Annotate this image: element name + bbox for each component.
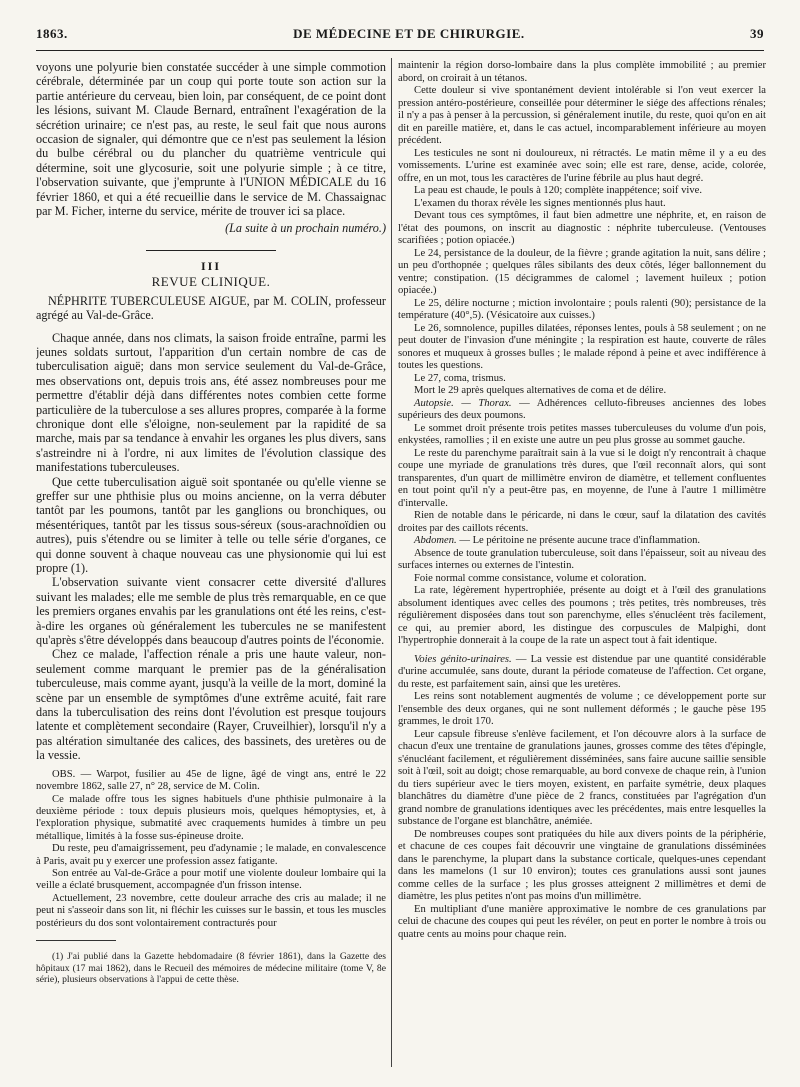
body-paragraph: Le 24, persistance de la douleur, de la fièvre ; grande agitation la nuit, sans délire ; un peu d'orthopnée ; quelques râles sibilants des deux côtés, léger ballonnement du ventre; constipation. (15 décigrammes de calomel ; lavement huileux ; potion opiacée.) bbox=[398, 247, 766, 296]
body-paragraph: L'observation suivante vient consacrer cette diversité d'allures suivant les malades; elle me semble de plus très remarquable, en ce que les premiers organes envahis par les granulations ont été les reins, c'est-à-dire les organes où généralement les tubercules ne se manifestent qu'après s'être développés dans beaucoup d'autres points de l'économie. bbox=[36, 575, 386, 648]
body-paragraph: De nombreuses coupes sont pratiquées du hile aux divers points de la périphérie, et chacune de ces coupes fait découvrir une vingtaine de granulations disséminées dans le parenchyme, la plupart dans la substance corticale, quelques-unes cependant dans les mamelons (1 sur 10 environ); toutes ces granulations aussi sont jaunes comme celles de la surface ; les plus grosses atteignent 2 millimètres et demi de diamètre, les plus petites n'ont pas moins d'un millimètre. bbox=[398, 828, 766, 902]
genito-label: Voies génito-urinaires. bbox=[414, 653, 512, 665]
genito-text: — La vessie est distendue par une quantité considérable d'urine accumulée, sans doute, durant la période comateuse de l'affection. Cet organe, du reste, est parfaitement sain, ainsi que les uretères. bbox=[398, 653, 766, 690]
header-rule bbox=[36, 50, 764, 51]
footnote: (1) J'ai publié dans la Gazette hebdomadaire (8 février 1861), dans la Gazette des hôpitaux (17 mai 1862), dans le Recueil des mémoires de médecine militaire (tome V, 8e série), plusieurs observations à l'appui de cette thèse. bbox=[36, 950, 386, 986]
body-paragraph: Que cette tuberculisation aiguë soit spontanée ou qu'elle vienne se greffer sur une phthisie plus ou moins ancienne, on la verra débuter tantôt par les poumons, tantôt par les ganglions ou bronchiques, ou mésentériques, tantôt par les tissus sous-séreux (sous-arachnoïdien ou autres), puis s'étendre ou se limiter à telle ou telle série d'organes, ce qui donne souvent à chaque nouveau cas une physionomie qui lui est propre (1). bbox=[36, 474, 386, 575]
body-paragraph: Le 26, somnolence, pupilles dilatées, réponses lentes, pouls à 58 seulement ; on ne peut douter de l'invasion d'une méningite ; la respiration est haute, couverte de râles sonores et muqueux à grosses bulles ; le malade répond à peine et avec indifférence à toutes les questions. bbox=[398, 322, 766, 371]
body-paragraph: Le sommet droit présente trois petites masses tuberculeuses du volume d'un pois, enkystées, ramollies ; il en existe une autre un peu plus grosse au sommet gauche. bbox=[398, 422, 766, 446]
column-divider bbox=[391, 58, 392, 1067]
body-paragraph: Absence de toute granulation tuberculeuse, soit dans l'épaisseur, soit au niveau des surfaces internes ou externes de l'intestin. bbox=[398, 547, 766, 571]
abdomen-label: Abdomen. bbox=[414, 535, 457, 546]
running-title: DE MÉDECINE ET DE CHIRURGIE. bbox=[293, 26, 525, 41]
genito-paragraph bbox=[398, 654, 766, 692]
article-title: NÉPHRITE TUBERCULEUSE AIGUE, par M. COLIN, professeur agrégé au Val-de-Grâce. bbox=[36, 293, 386, 323]
section-title: REVUE CLINIQUE. bbox=[151, 274, 271, 290]
continued-paragraph: voyons une polyurie bien constatée succéder à une simple commotion cérébrale, déterminée par un coup qui porte toute son action sur la partie antérieure du cerveau, bien loin, par conséquent, de ce point dont les lésions, suivant M. Claude Bernard, entraînent l'exagération de la sécrétion urinaire; ce n'est pas, au reste, le seul fait que nous aurons occasion de signaler, qui démontre que ce n'est pas seulement la lésion du bulbe cérébral ou du plancher du quatrième ventricule qui détermine, soit une glycosurie, soit une polyurie simple ; à ce titre, l'observation suivante, que j'emprunte à l'UNION MÉDICALE du 16 février 1860, et qui a été recueillie dans le service de M. Chassaignac par M. Ficher, interne du service, mérite de trouver ici sa place. bbox=[36, 60, 386, 219]
obs-paragraph: OBS. — Warpot, fusilier au 45e de ligne, âgé de vingt ans, entré le 22 novembre 1862, salle 27, n° 28, service de M. Colin. bbox=[36, 768, 386, 793]
header-year: 1863. bbox=[36, 26, 68, 41]
autopsy-text: — Adhérences celluto-fibreuses anciennes des lobes supérieurs des deux poumons. bbox=[398, 397, 766, 421]
abdomen-paragraph bbox=[398, 535, 766, 548]
section-separator bbox=[146, 250, 276, 251]
page-header bbox=[36, 26, 764, 46]
body-paragraph: Devant tous ces symptômes, il faut bien admettre une néphrite, et, en raison de l'état des poumons, on inscrit au diagnostic : néphrite tuberculeuse. (Ventouses scarifiées ; potion opiacée.) bbox=[398, 210, 766, 246]
body-paragraph: La peau est chaude, le pouls à 120; complète inappétence; soif vive. bbox=[414, 185, 702, 196]
right-column bbox=[398, 60, 766, 1069]
body-paragraph: Chez ce malade, l'affection rénale a pris une haute valeur, non-seulement comme marquant le premier pas de la généralisation tuberculeuse, mais comme ayant, jusqu'à la veille de la mort, dominé la scène par un ensemble de symptômes d'une extrême acuité, fait rare dans la tuberculisation des reins dont l'évolution est presque toujours latente et complètement secondaire (Rayer, Cruveilhier), lorsqu'il n'y a pas altération simultanée des calices, des bassinets, des uretères ou de la vessie. bbox=[36, 647, 386, 763]
body-paragraph: Le 27, coma, trismus. bbox=[414, 372, 506, 384]
body-paragraph: Les reins sont notablement augmentés de volume ; ce développement porte sur l'ensemble des deux organes, qui ne sont nullement déformés ; le gauche pèse 195 grammes, le droit 170. bbox=[398, 691, 766, 727]
to-be-continued-note: (La suite à un prochain numéro.) bbox=[225, 221, 386, 236]
body-paragraph: Chaque année, dans nos climats, la saison froide entraîne, parmi les jeunes soldats surtout, l'apparition d'un certain nombre de cas de tuberculisation aiguë; dans mon service seulement du Val-de-Grâce, mes observations ont, depuis trois ans, été assez nombreuses pour me permettre d'établir déjà dans différentes notes combien cette forme particulière de la tuberculose a ses allures propres, comparée à la forme chronique dont elle s'éloigne, non-seulement par la rapidité de sa marche, mais par sa tendance à envahir les organes les plus divers, sans s'astreindre ni à l'ordre, ni aux limites de l'évolution classique des manifestations tuberculeuses. bbox=[36, 330, 386, 475]
body-paragraph: Foie normal comme consistance, volume et coloration. bbox=[414, 572, 647, 584]
body-paragraph: Le reste du parenchyme paraîtrait sain à la vue si le doigt n'y rencontrait à chaque coupe une myriade de granulations très dures, que l'œil reconnaît alors, qui sont transparentes, d'un quart de millimètre environ de diamètre, et tellement confluentes en tout point qu'il n'y a peut-être pas, en moyenne, de l'une à l'autre 1 millimètre d'intervalle. bbox=[398, 447, 766, 509]
body-paragraph: En multipliant d'une manière approximative le nombre de ces granulations par celui de chacune des coupes qui peut les révéler, on peut en porter le nombre à trois ou quatre cents au moins pour chaque rein. bbox=[398, 903, 766, 940]
body-paragraph: L'examen du thorax révèle les signes mentionnés plus haut. bbox=[414, 197, 666, 209]
body-paragraph: La rate, légèrement hypertrophiée, présente au doigt et à l'œil des granulations absolument identiques avec celles des poumons ; très petites, très nombreuses, très régulièrement disposées dans tout son parenchyme, elles s'énucléent très facilement, ce qui, au premier abord, les distingue des corpuscules de Malpighi, dont l'hypertrophie donnerait à la coupe de la rate un aspect tout à fait identique. bbox=[398, 585, 766, 646]
left-column bbox=[36, 60, 386, 1069]
autopsy-label: Autopsie. — Thorax. bbox=[414, 397, 512, 409]
body-paragraph: Leur capsule fibreuse s'enlève facilement, et l'on découvre alors à la surface de chacun d'eux une trentaine de granulations jaunes, grosses comme des têtes d'épingle, s'énucléant facilement, et régulièrement disséminées, sans faire aucune saillie sensible soit à l'œil, soit au doigt; chose remarquable, au bord convexe de chaque rein, à l'union du tiers supérieur avec le tiers moyen, existent, en parfaite symétrie, deux plaques blanchâtres du diamètre d'une pièce de 2 francs, constituées par l'agrégation d'un grand nombre de granulations identiques avec les précédentes, mais entre lesquelles la substance de l'organe est blanchâtre, anémiée. bbox=[398, 728, 766, 827]
page-number: 39 bbox=[749, 26, 764, 41]
obs-paragraph: Son entrée au Val-de-Grâce a pour motif une violente douleur lombaire qui la veille a éclaté brusquement, accompagnée d'un frisson intense. bbox=[36, 867, 386, 892]
body-paragraph: Le 25, délire nocturne ; miction involontaire ; pouls ralenti (90); persistance de la température (40°,5). (Vésicatoire aux cuisses.) bbox=[398, 297, 766, 321]
body-paragraph: Rien de notable dans le péricarde, ni dans le cœur, sauf la dilatation des cavités droites par des caillots récents. bbox=[398, 510, 766, 534]
autopsy-paragraph bbox=[398, 398, 766, 423]
observation-block bbox=[36, 769, 386, 930]
abdomen-text: — Le péritoine ne présente aucune trace d'inflammation. bbox=[456, 535, 701, 546]
body-paragraph: Cette douleur si vive spontanément devient intolérable si l'on veut exercer la pression antéro-postérieure, conseillée pour déterminer le siége des affections rénales; il n'y a pas à penser à la percussion, si généralement inutile, du reste, quoi qu'on en ait dit en pareille matière, et, dans le cas actuel, incomparablement inférieure au moyen précédent. bbox=[398, 85, 766, 146]
obs-paragraph: Du reste, peu d'amaigrissement, peu d'adynamie ; le malade, en convalescence à Paris, avait pu y exercer une profession assez fatigante. bbox=[36, 843, 386, 867]
body-paragraph: maintenir la région dorso-lombaire dans la plus complète immobilité ; au premier abord, on croirait à un tétanos. bbox=[398, 60, 766, 84]
obs-paragraph: Actuellement, 23 novembre, cette douleur arrache des cris au malade; il ne peut ni s'asseoir dans son lit, ni fléchir les cuisses sur le bassin, et tous les muscles postérieurs du dos sont volontairement contracturés pour bbox=[36, 892, 386, 929]
obs-paragraph: Ce malade offre tous les signes habituels d'une phthisie pulmonaire à la deuxième période : toux depuis plusieurs mois, quelques hémoptysies, et, à l'exploration physique, submatité avec craquements humides à timbre un peu métallique, limités à la fosse sus-épineuse droite. bbox=[36, 793, 386, 842]
section-number: III bbox=[200, 258, 221, 273]
body-paragraph: Les testicules ne sont ni douloureux, ni rétractés. Le matin même il y a eu des vomissements. L'urine est examinée avec soin; elle est rare, dense, acide, colorée, offre, en un mot, tous les caractères de l'urine fébrile au plus haut degré. bbox=[398, 147, 766, 184]
body-paragraph: Mort le 29 après quelques alternatives de coma et de délire. bbox=[414, 385, 667, 396]
footnote-rule bbox=[36, 940, 116, 941]
